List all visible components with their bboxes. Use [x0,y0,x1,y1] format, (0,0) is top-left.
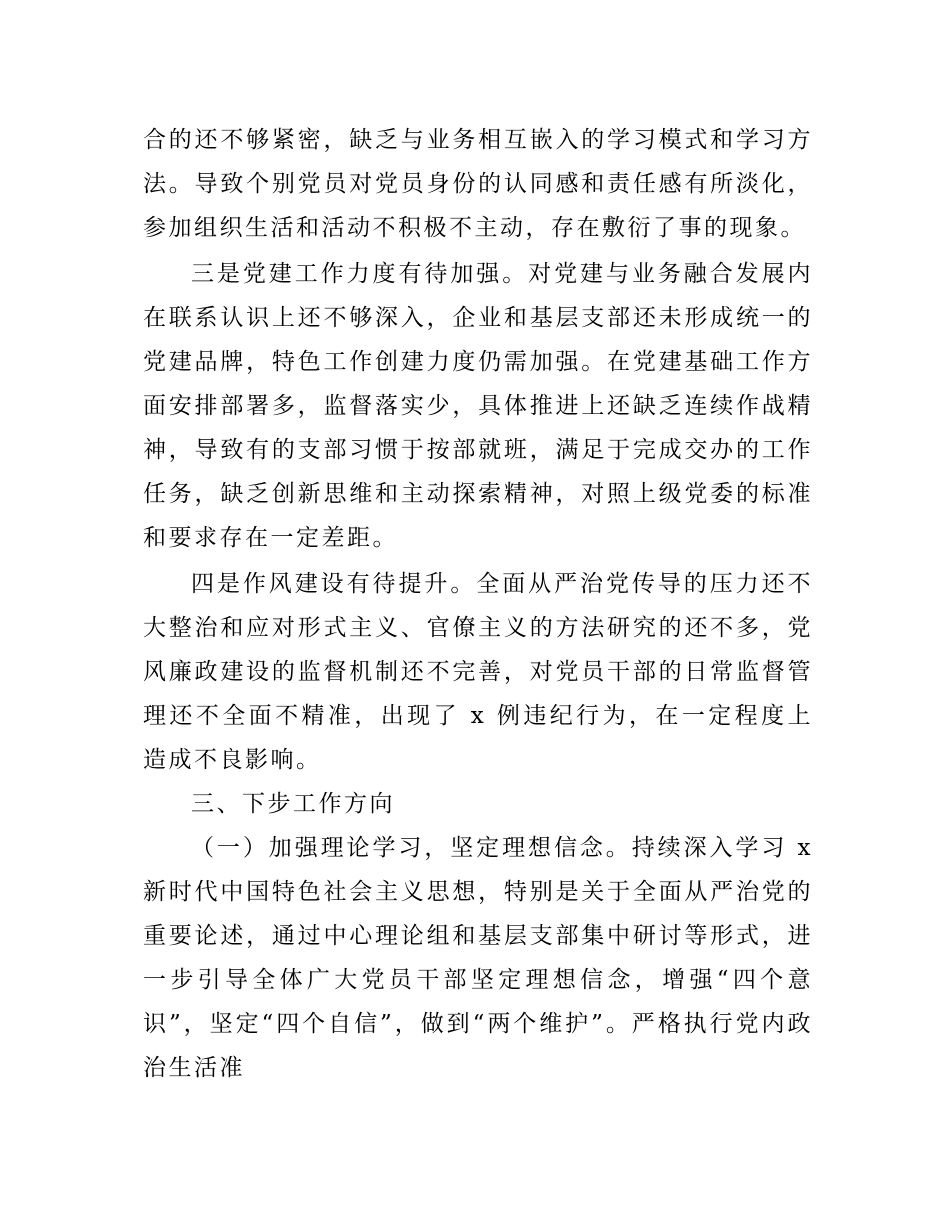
paragraph-theory-study: （一）加强理论学习，坚定理想信念。持续深入学习 x 新时代中国特色社会主义思想，特别是关于全面从严治党的重要论述，通过中心理论组和基层支部集中研讨等形式，进一步引导全体广大党员干部坚定理想信念，增强“四个意识”，坚定“四个自信”，做到“两个维护”。严格执行党内政治生活准 [143,835,813,1081]
section-heading: 三、下步工作方向 [191,791,395,817]
paragraph-work-style: 四是作风建设有待提升。全面从严治党传导的压力还不大整治和应对形式主义、官僚主义的方法研究的还不多，党风廉政建设的监督机制还不完善，对党员干部的日常监督管理还不全面不精准，出现了 x 例违纪行为，在一定程度上造成不良影响。 [143,571,813,773]
paragraph-continuation: 合的还不够紧密，缺乏与业务相互嵌入的学习模式和学习方法。导致个别党员对党员身份的认同感和责任感有所淡化，参加组织生活和活动不积极不主动，存在敷衍了事的现象。 [143,127,813,241]
paragraph-party-building: 三是党建工作力度有待加强。对党建与业务融合发展内在联系认识上还不够深入，企业和基层支部还未形成统一的党建品牌，特色工作创建力度仍需加强。在党建基础工作方面安排部署多，监督落实少，具体推进上还缺乏连续作战精神，导致有的支部习惯于按部就班，满足于完成交办的工作任务，缺乏创新思维和主动探索精神，对照上级党委的标准和要求存在一定差距。 [143,261,813,551]
document-body [143,118,813,1090]
